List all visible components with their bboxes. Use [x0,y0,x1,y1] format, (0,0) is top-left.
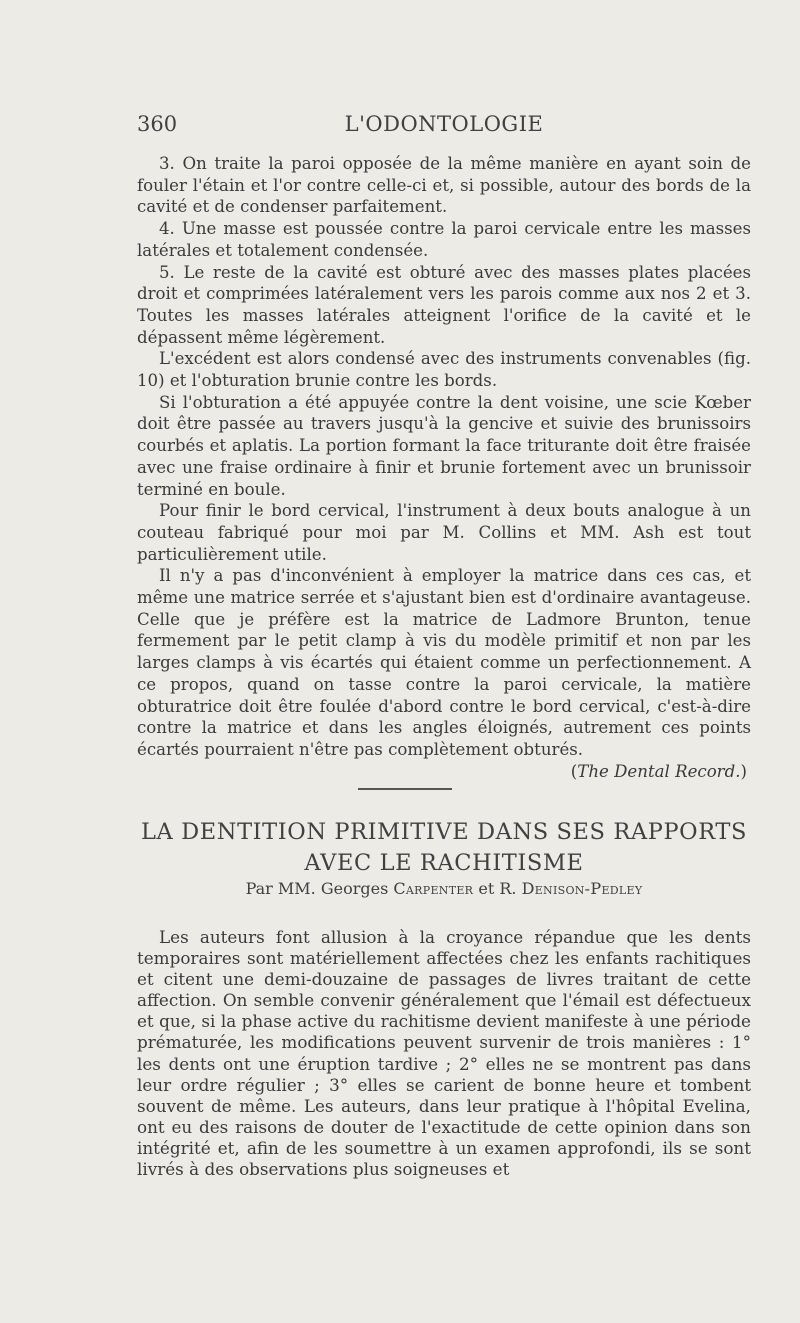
paragraph: Si l'obturation a été appuyée contre la dent voisine, une scie Kœber doit être passée au travers jusqu'à la gencive et suivie des brunissoirs courbés et aplatis. La portion formant la face triturante doit être fraisée avec une fraise ordinaire à finir et brunie fortement avec un brunissoir terminé en boule. [137,392,751,499]
author-surname: Denison-Pedley [521,879,643,898]
citation-open-paren: ( [570,761,578,781]
second-article-body [137,927,751,1180]
source-citation [137,761,751,783]
paragraph: Les auteurs font allusion à la croyance répandue que les dents temporaires sont matériellement affectées chez les enfants rachitiques et citent une demi-douzaine de passages de livres traitant de cette affection. On semble convenir généralement que l'émail est défectueux et que, si la phase active du rachitisme devient manifeste à une période prématurée, les modifications peuvent survenir de trois manières : 1° les dents ont une éruption tardive ; 2° elles ne se montrent pas dans leur ordre régulier ; 3° elles se carient de bonne heure et tombent souvent de même. Les auteurs, dans leur pratique à l'hôpital Evelina, ont eu des raisons de douter de l'exactitude de cette opinion dans son intégrité et, afin de les soumettre à un examen approfondi, ils se sont livrés à des observations plus soigneuses et [137,927,751,1180]
first-article-body [137,153,751,782]
article-title-line-2: AVEC LE RACHITISME [304,850,584,876]
authors-prefix: Par MM. Georges [245,879,389,898]
paragraph: 5. Le reste de la cavité est obturé avec des masses plates placées droit et comprimées latéralement vers les parois comme aux nos 2 et 3. Toutes les masses latérales atteignent l'orifice de la cavité et le dépassent même légèrement. [137,262,751,347]
citation-close-paren: ) [740,761,747,781]
paragraph: Pour finir le bord cervical, l'instrument à deux bouts analogue à un couteau fabriqué pour moi par M. Collins et MM. Ash est tout particulièrement utile. [137,501,751,564]
article-authors [137,879,751,898]
author-surname: Carpenter [393,879,474,898]
paragraph: 3. On traite la paroi opposée de la même manière en ayant soin de fouler l'étain et l'or contre celle-ci et, si possible, autour des bords de la cavité et de condenser parfaitement. [137,154,751,217]
authors-join: et R. [478,879,517,898]
section-divider [358,788,452,790]
citation-journal: The Dental Record. [577,761,741,781]
article-title-line-1: LA DENTITION PRIMITIVE DANS SES RAPPORTS [140,819,747,845]
paragraph: L'excédent est alors condensé avec des instruments convenables (fig. 10) et l'obturation brunie contre les bords. [137,349,751,391]
running-header [137,112,751,142]
paragraph: Il n'y a pas d'inconvénient à employer la matrice dans ces cas, et même une matrice serrée et s'ajustant bien est d'ordinaire avantageuse. Celle que je préfère est la matrice de Ladmore Brunton, tenue fermement par le petit clamp à vis du modèle primitif et non par les larges clamps à vis écartés qui étaient comme un perfectionnement. A ce propos, quand on tasse contre la paroi cervicale, la matière obturatrice doit être foulée d'abord contre le bord cervical, c'est-à-dire contre la matrice et dans les angles éloignés, autrement ces points écartés pourraient n'être pas complètement obturés. [137,566,751,759]
article-title [137,817,751,879]
paragraph: 4. Une masse est poussée contre la paroi cervicale entre les masses latérales et totalement condensée. [137,219,751,260]
journal-title: L'ODONTOLOGIE [344,112,544,136]
page-number: 360 [137,112,178,136]
